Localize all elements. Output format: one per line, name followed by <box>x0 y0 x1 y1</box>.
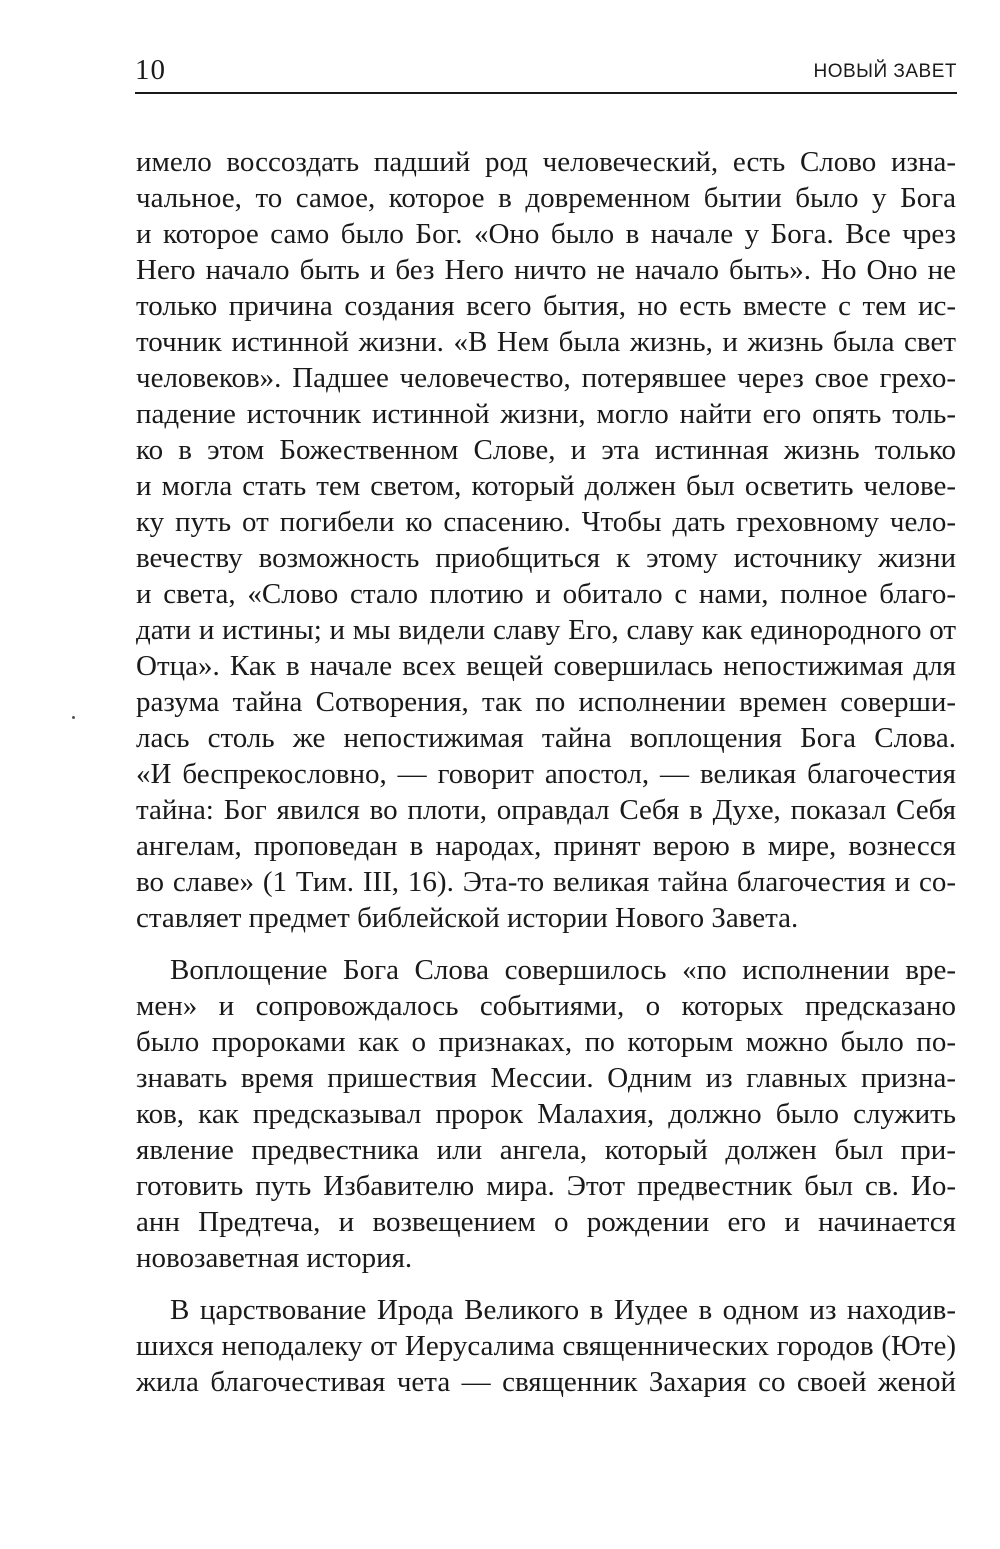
running-head <box>135 52 957 92</box>
text-line: готовить путь Избавителю мира. Этот предвестник был св. Ио- <box>136 1170 956 1202</box>
text-line: В царствование Ирода Великого в Иудее в одном из находив- <box>170 1294 956 1326</box>
text-line: ангелам, проповедан в народах, принят верою в мире, вознесся <box>136 830 956 862</box>
text-line: лась столь же непостижимая тайна воплощения Бога Слова. <box>136 722 956 754</box>
text-line: было пророками как о признаках, по которым можно было по- <box>136 1026 956 1058</box>
text-line: знавать время пришествия Мессии. Одним из главных призна- <box>136 1062 956 1094</box>
text-line: точник истинной жизни. «В Нем была жизнь, и жизнь была свет <box>136 326 956 358</box>
text-line: Него начало быть и без Него ничто не начало быть». Но Оно не <box>136 254 956 286</box>
page-number: 10 <box>135 54 166 86</box>
body-text <box>136 144 956 1400</box>
text-line: только причина создания всего бытия, но есть вместе с тем ис- <box>136 290 956 322</box>
text-line: дати и истины; и мы видели славу Его, славу как единородного от <box>136 614 956 646</box>
book-title: НОВЫЙ ЗАВЕТ <box>813 61 957 82</box>
paragraph-3 <box>136 1292 956 1400</box>
text-line: во славе» (1 Тим. III, 16). Эта-то великая тайна благочестия и со- <box>136 866 956 898</box>
text-line: ку путь от погибели ко спасению. Чтобы дать греховному чело- <box>136 506 956 538</box>
text-line: падение источник истинной жизни, могло найти его опять толь- <box>136 398 956 430</box>
text-line: имело воссоздать падший род человеческий, есть Слово изна- <box>136 146 956 178</box>
text-line: тайна: Бог явился во плоти, оправдал Себя в Духе, показал Себя <box>136 794 956 826</box>
text-line: Отца». Как в начале всех вещей совершилась непостижимая для <box>136 650 956 682</box>
paragraph-gap <box>136 1276 956 1292</box>
text-line: человеков». Падшее человечество, потерявшее через свое грехо- <box>136 362 956 394</box>
text-line: ставляет предмет библейской истории Нового Завета. <box>136 902 799 934</box>
paragraph-2 <box>136 952 956 1276</box>
paragraph-1 <box>136 144 956 936</box>
text-line: ков, как предсказывал пророк Малахия, должно было служить <box>136 1098 956 1130</box>
text-line: и света, «Слово стало плотию и обитало с нами, полное благо- <box>136 578 956 610</box>
text-line: мен» и сопровождалось событиями, о которых предсказано <box>136 990 956 1022</box>
text-line: явление предвестника или ангела, который должен был при- <box>136 1134 956 1166</box>
paragraph-gap <box>136 936 956 952</box>
text-line: новозаветная история. <box>136 1242 413 1274</box>
text-line: ко в этом Божественном Слове, и эта истинная жизнь только <box>136 434 956 466</box>
text-line: и которое само было Бог. «Оно было в начале у Бога. Все чрез <box>136 218 956 250</box>
text-line: анн Предтеча, и возвещением о рождении его и начинается <box>136 1206 956 1238</box>
text-line: вечеству возможность приобщиться к этому источнику жизни <box>136 542 956 574</box>
margin-speck <box>72 716 75 719</box>
text-line: жила благочестивая чета — священник Захария со своей женой <box>136 1366 956 1398</box>
text-line: Воплощение Бога Слова совершилось «по исполнении вре- <box>170 954 956 986</box>
text-line: разума тайна Сотворения, так по исполнении времен соверши- <box>136 686 956 718</box>
text-line: чальное, то самое, которое в довременном бытии было у Бога <box>136 182 956 214</box>
header-rule <box>135 92 957 94</box>
text-line: шихся неподалеку от Иерусалима священнических городов (Юте) <box>136 1330 956 1362</box>
text-line: и могла стать тем светом, который должен был осветить челове- <box>136 470 956 502</box>
text-line: «И беспрекословно, — говорит апостол, — великая благочестия <box>136 758 956 790</box>
